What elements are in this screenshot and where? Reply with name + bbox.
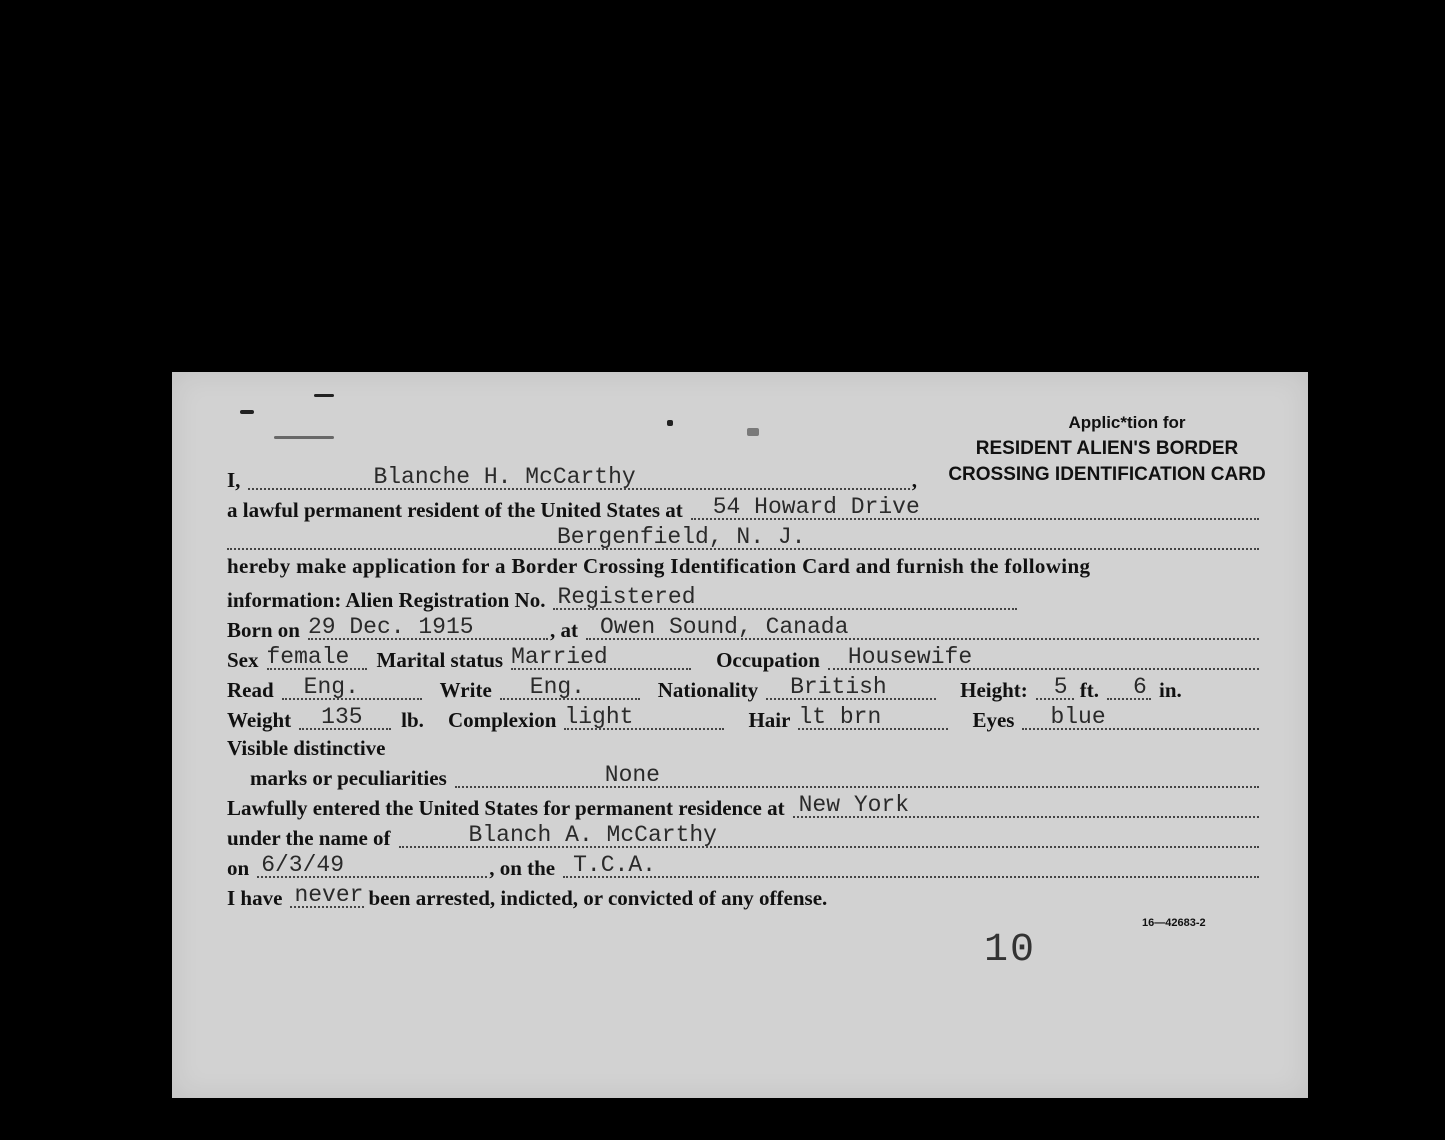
read-label: Read: [227, 678, 274, 702]
under-name-value: Blanch A. McCarthy: [468, 822, 717, 848]
complexion-label: Complexion: [447, 708, 557, 732]
read-field: [282, 674, 422, 700]
on-field: [257, 852, 487, 878]
row-name: [227, 464, 917, 493]
born-on-field: [308, 614, 548, 640]
occupation-label: Occupation: [716, 648, 820, 672]
height-ft-value: 5: [1053, 674, 1068, 700]
sex-value: female: [266, 644, 350, 670]
ft-label: ft.: [1079, 678, 1100, 702]
have-field: [290, 882, 364, 908]
write-label: Write: [439, 678, 492, 702]
entered-field: [793, 792, 1259, 818]
weight-value: 135: [321, 704, 363, 730]
info-label: information: Alien Registration No.: [227, 588, 546, 612]
height-in-field: [1107, 674, 1151, 700]
write-value: Eng.: [529, 674, 585, 700]
lb-label: lb.: [401, 708, 424, 732]
row-born: [227, 614, 1259, 643]
hair-label: Hair: [748, 708, 791, 732]
address-line2-value: Bergenfield, N. J.: [557, 524, 806, 550]
hair-field: [798, 704, 948, 730]
name-value: Blanche H. McCarthy: [373, 464, 636, 490]
row-weight-complexion-hair-eyes: [227, 704, 1259, 733]
row-read-write-nationality-height: [227, 674, 1259, 703]
hair-value: lt brn: [798, 704, 882, 730]
ink-speck: [274, 436, 334, 439]
row-visible-distinctive: [227, 736, 385, 761]
i-label: I,: [227, 468, 241, 492]
row-address: [227, 494, 1259, 523]
occupation-value: Housewife: [847, 644, 973, 670]
row-on-date: [227, 852, 1259, 881]
marks-value: None: [604, 762, 660, 788]
ink-speck: [747, 428, 759, 436]
row-under-name: [227, 822, 1259, 851]
resident-label: a lawful permanent resident of the United States at: [227, 498, 683, 522]
name-comma: ,: [911, 468, 917, 492]
born-at-value: Owen Sound, Canada: [599, 614, 849, 640]
on-value: 6/3/49: [261, 852, 345, 878]
marks-field: [455, 762, 1259, 788]
row-marks: [250, 762, 1259, 791]
sex-label: Sex: [227, 648, 259, 672]
card-title: [942, 410, 1272, 488]
form-number: 16—42683-2: [1142, 917, 1206, 929]
row-alien-registration: [227, 584, 1017, 613]
address-value: 54 Howard Drive: [712, 494, 920, 520]
on-the-field: [563, 852, 1259, 878]
on-the-value: T.C.A.: [573, 852, 656, 878]
entered-label: Lawfully entered the United States for permanent residence at: [227, 796, 785, 820]
have-value: never: [294, 882, 364, 908]
marital-value: Married: [511, 644, 608, 670]
name-field: [248, 464, 909, 490]
sex-field: [267, 644, 367, 670]
write-field: [500, 674, 640, 700]
row-sex-marital-occupation: [227, 644, 1259, 673]
address-line2-field: [227, 524, 1259, 550]
marital-field: [511, 644, 691, 670]
nationality-label: Nationality: [657, 678, 759, 702]
ink-speck: [240, 410, 254, 414]
ink-speck: [314, 394, 334, 397]
application-text: hereby make application for a Border Crossing Identification Card and furnish the following: [227, 554, 1091, 578]
row-application: [227, 554, 1259, 579]
title-line-2: RESIDENT ALIEN'S BORDER: [975, 438, 1239, 459]
height-label: Height:: [960, 678, 1028, 702]
marks-label: marks or peculiarities: [250, 766, 447, 790]
under-name-field: [399, 822, 1259, 848]
read-value: Eng.: [303, 674, 359, 700]
born-at-field: [586, 614, 1259, 640]
alien-reg-value: Registered: [557, 584, 696, 610]
row-entered: [227, 792, 1259, 821]
marital-label: Marital status: [376, 648, 504, 672]
eyes-field: [1022, 704, 1259, 730]
in-label: in.: [1159, 678, 1182, 702]
ink-speck: [667, 420, 673, 426]
row-address-2: [227, 524, 1259, 553]
visible-label: Visible distinctive: [227, 736, 386, 760]
stamp-number: 10: [984, 928, 1037, 973]
have-label: I have: [227, 886, 283, 910]
occupation-field: [828, 644, 1259, 670]
row-arrested: [227, 882, 827, 911]
title-line-3: CROSSING IDENTIFICATION CARD: [948, 464, 1266, 485]
complexion-field: [564, 704, 724, 730]
arrested-text: been arrested, indicted, or convicted of any offense.: [368, 886, 828, 910]
nationality-value: British: [790, 674, 887, 700]
entered-value: New York: [798, 792, 910, 818]
border-crossing-application-card: [172, 372, 1308, 1098]
alien-reg-field: [553, 584, 1017, 610]
under-name-label: under the name of: [227, 826, 391, 850]
weight-label: Weight: [227, 708, 292, 732]
eyes-value: blue: [1050, 704, 1106, 730]
eyes-label: Eyes: [972, 708, 1015, 732]
weight-field: [299, 704, 391, 730]
complexion-value: light: [564, 704, 634, 730]
born-on-value: 29 Dec. 1915: [307, 614, 474, 640]
on-label: on: [227, 856, 250, 880]
address-field: [691, 494, 1259, 520]
title-line-1: Applic*tion for: [1068, 413, 1186, 432]
height-in-value: 6: [1133, 674, 1147, 700]
at-label: , at: [549, 618, 578, 642]
born-on-label: Born on: [227, 618, 300, 642]
on-the-label: , on the: [489, 856, 556, 880]
nationality-field: [766, 674, 936, 700]
height-ft-field: [1036, 674, 1074, 700]
